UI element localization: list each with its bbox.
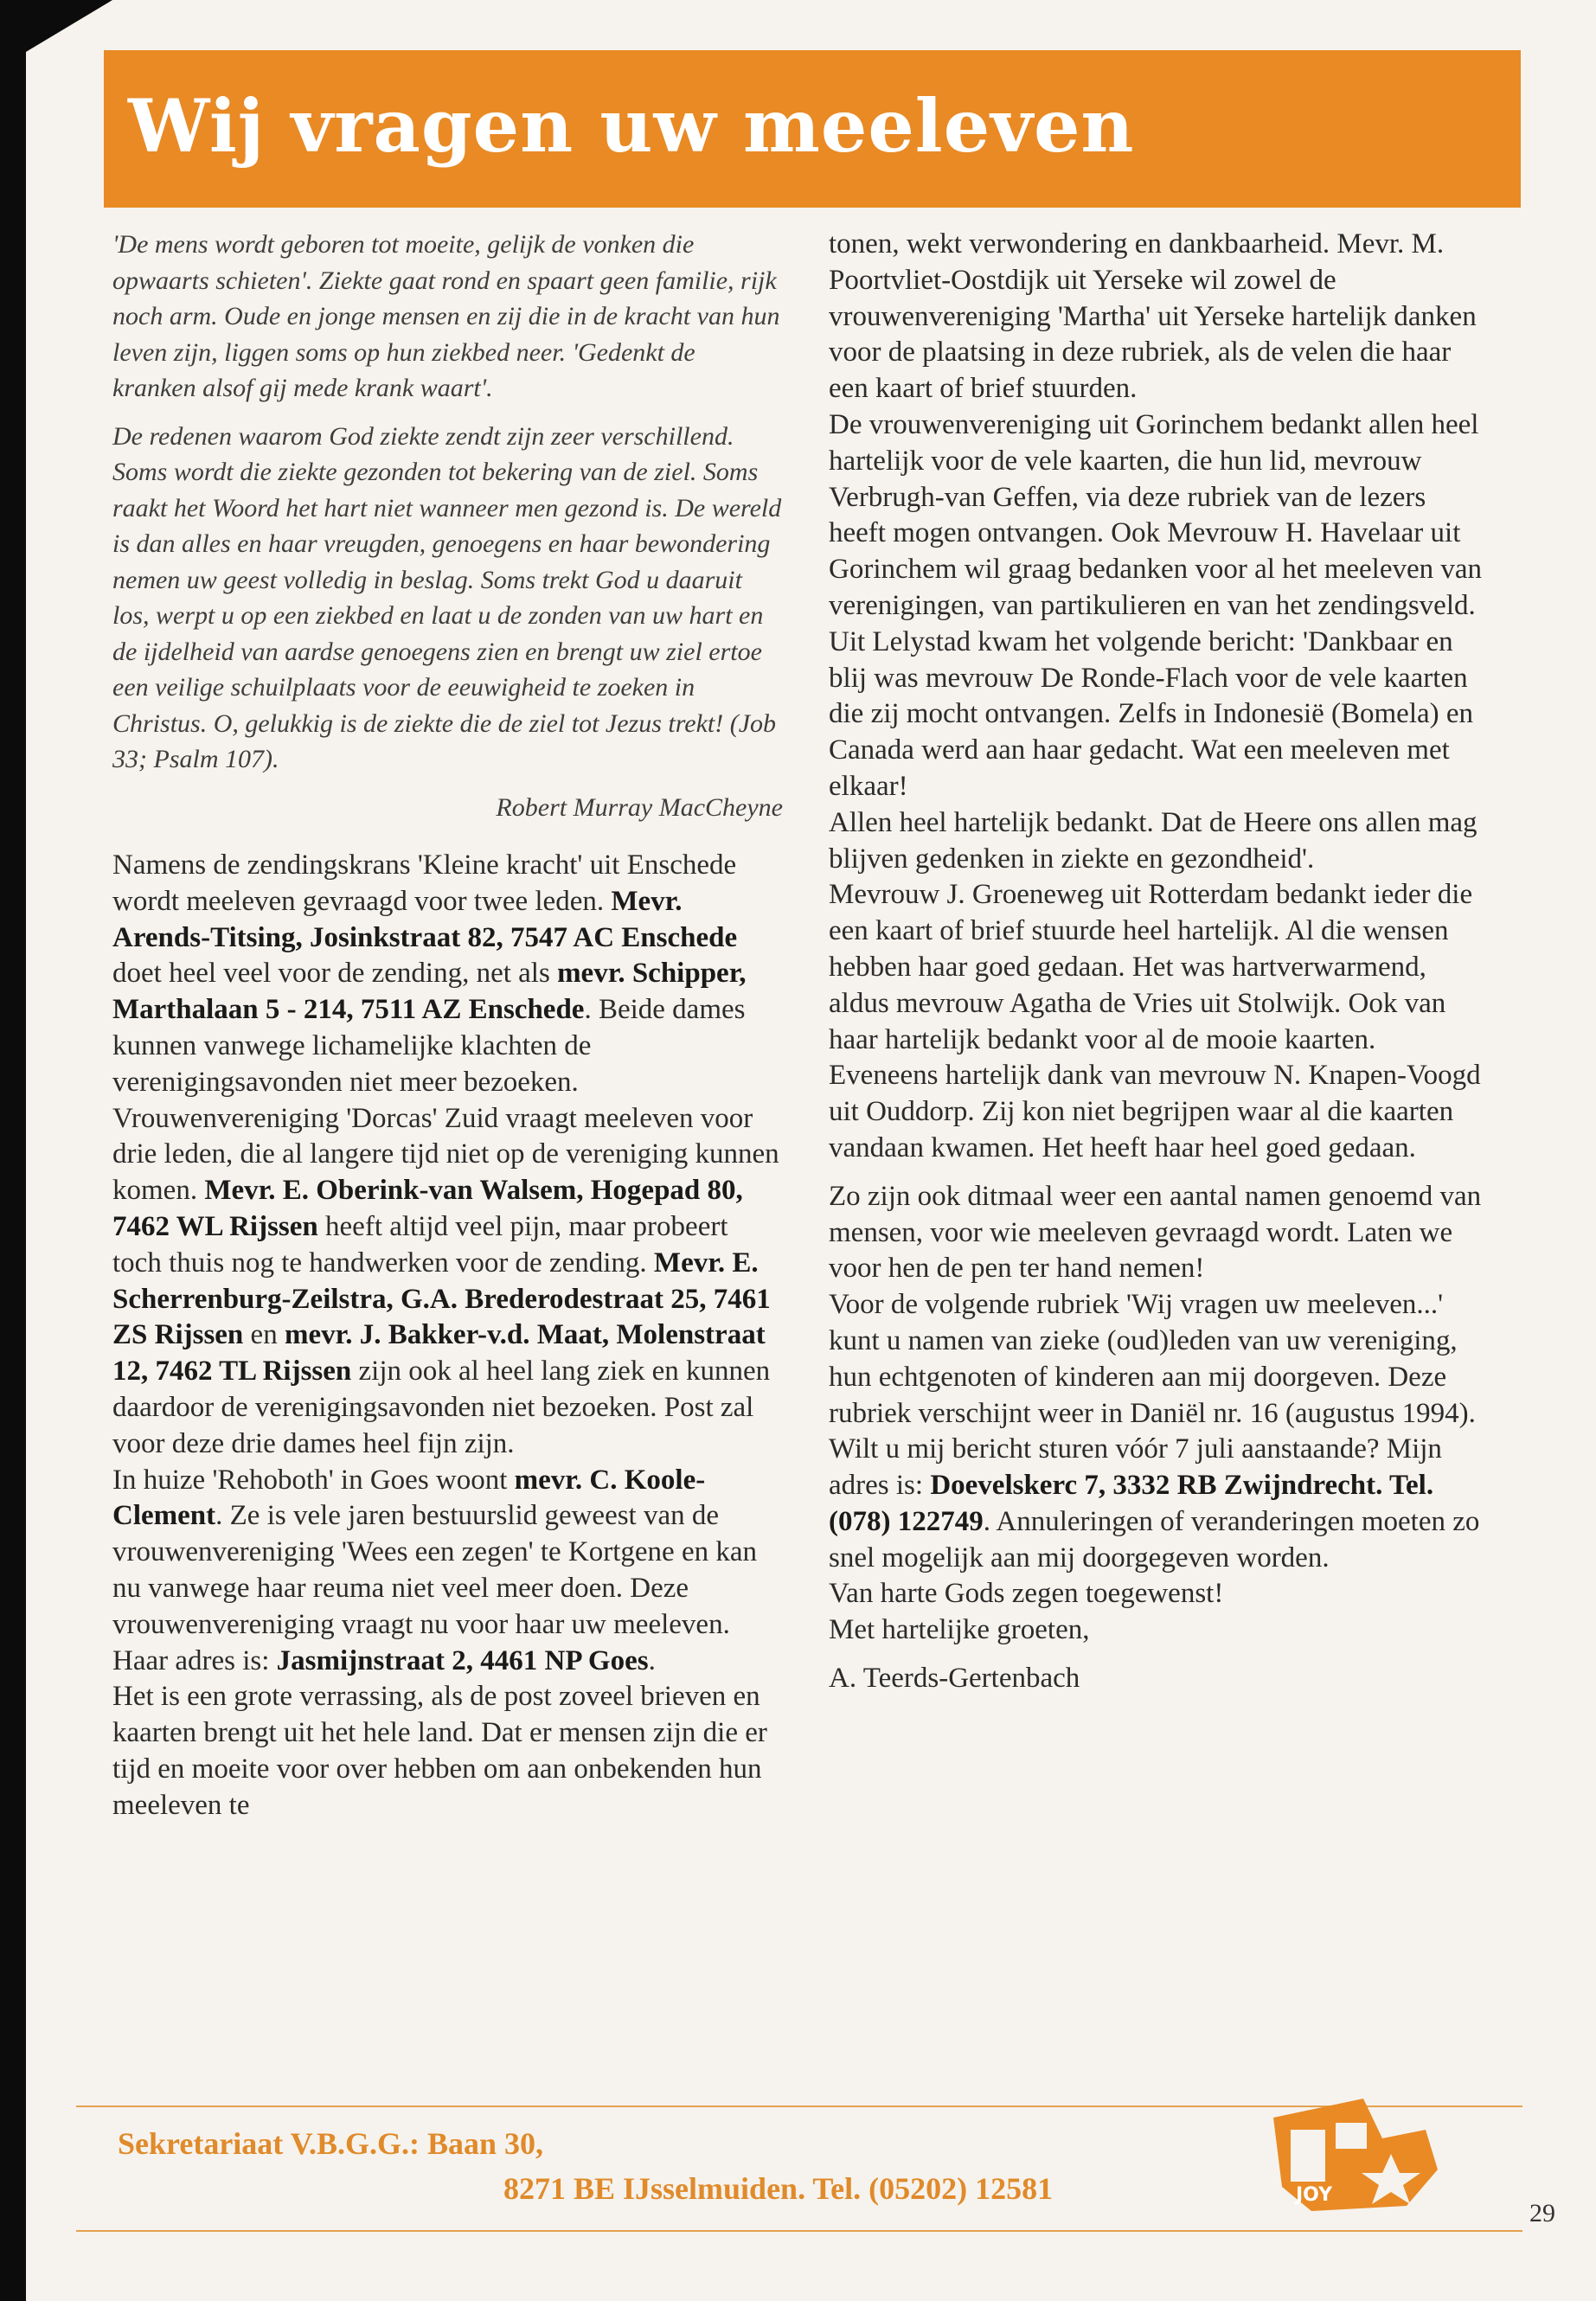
text: en <box>243 1319 285 1351</box>
paragraph-groeneweg: Mevrouw J. Groeneweg uit Rotterdam bedankt ieder die een kaart of brief stuurde heel hartelijk. Al die wensen hebben haar goed gedaan. Het was hartverwarmend, aldus mevrouw Agatha de Vries uit Stolwijk. Ook van haar hartelijk bedankt voor al de mooie kaarten. <box>829 879 1473 1055</box>
text: doet heel veel voor de zending, net als <box>112 958 558 990</box>
left-column <box>112 227 783 1824</box>
title-banner <box>104 50 1521 208</box>
paragraph-poortvliet: tonen, wekt verwondering en dankbaarheid. Mevr. M. Poortvliet-Oostdijk uit Yerseke wil zowel de vrouwenvereniging 'Martha' uit Yerseke hartelijk danken voor de plaatsing in deze rubriek, als de velen die haar een kaart of brief stuurden. <box>829 228 1477 405</box>
footer-divider-bottom <box>76 2230 1522 2232</box>
paragraph-rehoboth <box>112 1463 783 1680</box>
text: . Annuleringen of veranderingen moeten zo snel mogelijk aan mij doorgegeven worden. <box>829 1505 1480 1574</box>
scan-edge-shadow <box>0 0 26 2301</box>
left-body <box>112 848 783 1824</box>
paragraph-gorinchem: De vrouwenvereniging uit Gorinchem bedankt allen heel hartelijk voor de vele kaarten, die hun lid, mevrouw Verbrugh-van Geffen, via deze rubriek van de lezers heeft mogen ontvangen. Ook Mevrouw H. Havelaar uit Gorinchem wil graag bedanken voor al het meeleven van verenigingen, van partikulieren en van het zendingsveld. <box>829 408 1483 621</box>
quote-author: Robert Murray MacCheyne <box>496 792 783 822</box>
paragraph-dorcas <box>112 1101 783 1463</box>
address-schipper: mevr. Schipper, Marthalaan 5 - 214, 7511 AZ Enschede <box>112 958 747 1026</box>
footer-secretariat <box>118 2121 1053 2211</box>
paragraph-lelystad: Uit Lelystad kwam het volgende bericht: 'Dankbaar en blij was mevrouw De Ronde-Flach voor de vele kaarten die zij mocht ontvangen. Zelfs in Indonesië (Bomela) en Canada werd aan haar gedacht. Wat een meeleven met elkaar! <box>829 625 1474 802</box>
text: Namens de zendingskrans 'Kleine kracht' uit Enschede wordt meeleven gevraagd voor twee leden. <box>112 849 737 917</box>
address-oberink: Mevr. E. Oberink-van Walsem, Hogepad 80, 7462 WL Rijssen <box>112 1175 743 1242</box>
address-koole: Jasmijnstraat 2, 4461 NP Goes <box>276 1644 649 1676</box>
text: heeft altijd veel pijn, maar probeert toch thuis nog te handwerken voor de zending. <box>112 1210 728 1279</box>
intro-quote <box>112 227 783 825</box>
address-bakker: mevr. J. Bakker-v.d. Maat, Molenstraat 12, 7462 TL Rijssen <box>112 1319 766 1388</box>
text: . Beide dames kunnen vanwege lichamelijke klachten de verenigingsavonden niet meer bezoeken. <box>112 994 746 1098</box>
text: . <box>648 1644 656 1676</box>
paragraph-verrassing: Het is een grote verrassing, als de post zoveel brieven en kaarten brengt uit het hele land. Dat er mensen zijn die er tijd en moeite voor over hebben om aan onbekenden hun meeleven te <box>112 1681 767 1821</box>
address-scherrenburg: Mevr. E. Scherrenburg-Zeilstra, G.A. Brederodestraat 25, 7461 ZS Rijssen <box>112 1247 771 1351</box>
page-title: Wij vragen uw meeleven <box>128 83 1135 169</box>
footer-line-2: 8271 BE IJsselmuiden. Tel. (05202) 12581 <box>503 2171 1054 2206</box>
paragraph-knapen: Eveneens hartelijk dank van mevrouw N. Knapen-Voogd uit Ouddorp. Zij kon niet begrijpen waar al die kaarten vandaan kwamen. Het heeft haar heel goed gedaan. <box>829 1060 1481 1163</box>
page-number: 29 <box>1529 2199 1555 2227</box>
footer-line-1: Sekretariaat V.B.G.G.: Baan 30, <box>118 2126 544 2161</box>
name-koole: mevr. C. Koole-Clement <box>112 1464 706 1532</box>
vbgg-logo-icon <box>1261 2083 1443 2213</box>
text: Vrouwenvereniging 'Dorcas' Zuid vraagt meeleven voor drie leden, die al langere tijd niet op de vereniging kunnen komen. <box>112 1102 779 1207</box>
paragraph-zegen: Van harte Gods zegen toegewenst! <box>829 1578 1224 1610</box>
scan-edge-corner <box>26 0 112 52</box>
paragraph-volgende-rubriek <box>829 1287 1486 1576</box>
quote-paragraph-1: 'De mens wordt geboren tot moeite, gelijk de vonken die opwaarts schieten'. Ziekte gaat rond en spaart geen familie, rijk noch arm. Oude en jonge mensen en zij die in de kracht van hun leven zijn, liggen soms op hun ziekbed neer. 'Gedenkt de kranken alsof gij mede krank waart'. <box>112 230 780 402</box>
text: In huize 'Rehoboth' in Goes woont <box>112 1464 515 1496</box>
text: . Ze is vele jaren bestuurslid geweest van de vrouwenvereniging 'Wees een zegen' te Kortgene en kan nu vanwege haar reuma niet veel meer doen. Deze vrouwenvereniging vraagt nu voor haar uw meeleven. Haar adres is: <box>112 1500 757 1676</box>
paragraph-kleine-kracht <box>112 848 783 1101</box>
signature: A. Teerds-Gertenbach <box>829 1663 1080 1695</box>
text: Voor de volgende rubriek 'Wij vragen uw meeleven...' kunt u namen van zieke (oud)leden van uw vereniging, hun echtgenoten of kinderen aan mij doorgeven. Deze rubriek verschijnt weer in Daniël nr. 16 (augustus 1994). Wilt u mij bericht sturen vóór 7 juli aanstaande? Mijn adres is: <box>829 1289 1476 1502</box>
paragraph-groeten: Met hartelijke groeten, <box>829 1614 1090 1646</box>
address-arends: Mevr. Arends-Titsing, Josinkstraat 82, 7547 AC Enschede <box>112 885 738 953</box>
logo-text: JOY <box>1296 2184 1333 2206</box>
right-column <box>829 227 1486 1697</box>
address-teerds: Doevelskerc 7, 3332 RB Zwijndrecht. Tel. (078) 122749 <box>829 1470 1434 1537</box>
paragraph-bedankt: Allen heel hartelijk bedankt. Dat de Heere ons allen mag blijven gedenken in ziekte en gezondheid'. <box>829 806 1477 875</box>
text: zijn ook al heel lang ziek en kunnen daardoor de verenigingsavonden niet bezoeken. Post zal voor deze drie dames heel fijn zijn. <box>112 1356 771 1459</box>
paragraph-namen: Zo zijn ook ditmaal weer een aantal namen genoemd van mensen, voor wie meeleven gevraagd wordt. Laten we voor hen de pen ter hand nemen! <box>829 1180 1482 1285</box>
quote-paragraph-2: De redenen waarom God ziekte zendt zijn zeer verschillend. Soms wordt die ziekte gezonden tot bekering van de ziel. Soms raakt het Woord het hart niet wanneer men gezond is. De wereld is dan alles en haar vreugden, genoegens en haar bewondering nemen uw geest volledig in beslag. Soms trekt God u daaruit los, werpt u op een ziekbed en laat u de zonden van uw hart en de ijdelheid van aardse genoegens zien en brengt uw ziel ertoe een veilige schuilplaats voor de eeuwigheid te zoeken in Christus. O, gelukkig is de ziekte die de ziel tot Jezus trekt! (Job 33; Psalm 107). <box>112 421 782 773</box>
